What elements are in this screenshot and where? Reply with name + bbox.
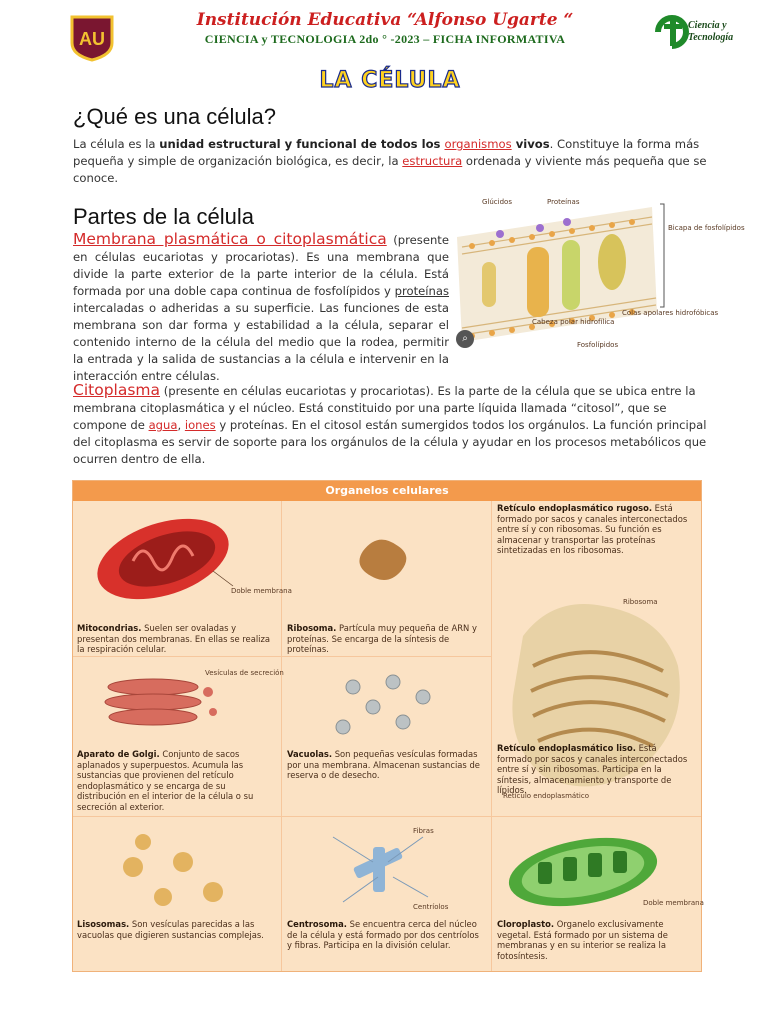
- cloro-label: Doble membrana: [643, 899, 704, 907]
- page-title: LA CÉLULA: [319, 68, 461, 93]
- item-name: Retículo endoplasmático rugoso.: [497, 503, 653, 513]
- item-text: Se encuentra cerca del núcleo de la célula y está formado por dos centríolos y fibras. Participa en la división celular.: [287, 919, 479, 950]
- organelles-panel: [72, 480, 702, 972]
- organelle-golgi: [73, 657, 284, 817]
- vacuolas-desc: [287, 749, 483, 781]
- ribosoma-desc: [287, 623, 483, 655]
- organelle-mitocondria: [73, 501, 292, 656]
- mito-label: Doble membrana: [231, 587, 292, 595]
- document-subtitle: CIENCIA y TECNOLOGIA 2do ° -2023 – FICHA INFORMATIVA: [204, 32, 566, 46]
- text-run: y proteínas. En el citosol están sumergidos todos los orgánulos. La función principal del citoplasma es servir de soporte para los orgánulos de la célula y ayudar en los procesos metabólicos que ocurren dentro de ella.: [73, 418, 707, 466]
- zoom-lens-icon[interactable]: ⌕: [456, 330, 474, 348]
- item-text: Son pequeñas vesículas formadas por una membrana. Almacenan sustancias de reserva o de desecho.: [287, 749, 480, 780]
- fibras-label: Fibras: [413, 827, 434, 835]
- proteinas-link[interactable]: proteínas: [394, 284, 449, 298]
- cloroplasto-desc: [497, 919, 693, 961]
- organelle-ribosoma: [283, 501, 488, 656]
- label-glucidos: Glúcidos: [482, 198, 512, 206]
- text-bold: unidad estructural y funcional de todos los: [159, 137, 445, 151]
- golgi-desc: [77, 749, 273, 812]
- re-rugoso-desc: [497, 503, 693, 556]
- school-logo: [70, 15, 114, 61]
- organelles-title: Organelos celulares: [73, 481, 701, 501]
- organelle-vacuolas: [283, 657, 488, 817]
- item-text: Organelo exclusivamente vegetal. Está formado por un sistema de membranas y en su interior se realiza la fotosíntesis.: [497, 919, 668, 961]
- item-text: Partícula muy pequeña de ARN y proteínas. Se encarga de la síntesis de proteínas.: [287, 623, 477, 654]
- organelle-centrosoma: [283, 817, 488, 971]
- ribosoma-tag: Ribosoma: [623, 598, 658, 606]
- item-name: Retículo endoplasmático liso.: [497, 743, 636, 753]
- reticulo-tag: Retículo endoplasmático: [503, 792, 590, 800]
- mitocondria-desc: [77, 623, 273, 655]
- text-run: ordenada y viviente más pequeña que se conoce.: [73, 154, 707, 185]
- label-proteinas: Proteínas: [547, 198, 580, 206]
- agua-link[interactable]: agua: [148, 418, 178, 432]
- label-fosfolipidos: Fosfolípidos: [577, 341, 619, 349]
- mitochondria-illustration: [73, 501, 292, 616]
- centrosome-illustration: [283, 817, 488, 917]
- lisosomas-desc: [77, 919, 273, 940]
- item-name: Lisosomas.: [77, 919, 130, 929]
- item-text: Está formado por sacos y canales interconectados entre sí y sin ribosomas. Participa en la síntesis, almacenamiento y transporte de lípidos.: [497, 743, 688, 795]
- text-run: . Constituye la forma más pequeña y simple de organización biológica, es decir, la: [73, 137, 700, 168]
- organelle-lisosomas: [73, 817, 278, 971]
- citoplasma-link[interactable]: Citoplasma: [73, 381, 161, 399]
- re-liso-desc: [497, 743, 693, 796]
- item-name: Vacuolas.: [287, 749, 333, 759]
- label-bicapa: Bicapa de fosfolípidos: [668, 224, 745, 232]
- item-name: Centrosoma.: [287, 919, 347, 929]
- text-run: (presente en células eucariotas y procariotas). Es una membrana que divide la parte exterior de la parte interior de la célula. Está formada por una doble capa continua de fosfolípidos y: [73, 233, 449, 298]
- organelle-re-liso: [493, 743, 698, 823]
- item-name: Mitocondrias.: [77, 623, 142, 633]
- membrane-link[interactable]: Membrana plasmática o citoplasmática: [73, 230, 387, 248]
- chloroplast-illustration: [493, 817, 704, 917]
- item-name: Cloroplasto.: [497, 919, 555, 929]
- section-heading-what-is-cell: ¿Qué es una célula?: [73, 104, 277, 129]
- label-cabeza: Cabeza polar hidrofílica: [532, 318, 615, 326]
- item-text: Son vesículas parecidas a las vacuolas que digieren sustancias complejas.: [77, 919, 264, 940]
- lysosomes-illustration: [73, 817, 278, 917]
- centrosoma-desc: [287, 919, 483, 951]
- cell-definition-paragraph: [73, 136, 713, 187]
- text-bold: vivos: [511, 137, 550, 151]
- science-logo-line2: Tecnología: [688, 32, 734, 43]
- centriolos-label: Centríolos: [413, 903, 449, 911]
- institution-name: Institución Educativa “Alfonso Ugarte “: [196, 10, 574, 30]
- organelle-cloroplasto: [493, 817, 704, 971]
- science-logo: [652, 12, 752, 52]
- golgi-label: Vesículas de secreción: [205, 669, 284, 677]
- citoplasma-paragraph: [73, 382, 713, 468]
- science-logo-line1: Ciencia y: [688, 20, 727, 31]
- item-text: Está formado por sacos y canales interconectados entre sí y con ribosomas. Su función es almacenar y transportar las proteínas sintetizadas en los ribosomas.: [497, 503, 688, 555]
- organismos-link[interactable]: organismos: [444, 137, 512, 151]
- item-name: Aparato de Golgi.: [77, 749, 160, 759]
- text-run: intercaladas o adheridas a su superficie. Las funciones de esta membrana son dar forma y estabilidad a la célula, separar el contenido interno de la célula del medio que la rodea, permitir la entrada y la salida de sustancias a la célula e intervenir en la interacción entre células.: [73, 301, 449, 383]
- school-logo-text: AU: [79, 29, 105, 49]
- section-heading-cell-parts: Partes de la célula: [73, 204, 254, 229]
- vacuoles-illustration: [283, 657, 488, 747]
- item-name: Ribosoma.: [287, 623, 337, 633]
- item-text: Conjunto de sacos aplanados y superpuestos. Acumula las sustancias que provienen del retículo endoplasmático y se encarga de su distribución en el interior de la célula o su secreción al exterior.: [77, 749, 254, 812]
- text-run: La célula es la: [73, 137, 160, 151]
- golgi-illustration: [73, 657, 284, 747]
- iones-link[interactable]: iones: [184, 418, 216, 432]
- text-run: (presente en células eucariotas y procariotas). Es la parte de la célula que se ubica entre la membrana citoplasmática y el núcleo. Está constituido por una parte líquida llamada “citosol”, que se compone de: [73, 384, 696, 432]
- membrane-diagram: [452, 192, 757, 357]
- text-run: ,: [177, 418, 185, 432]
- ribosome-illustration: [283, 501, 488, 616]
- item-text: Suelen ser ovaladas y presentan dos membranas. En ellas se realiza la respiración celular.: [77, 623, 271, 654]
- label-colas: Colas apolares hidrofóbicas: [622, 309, 719, 317]
- estructura-link[interactable]: estructura: [402, 154, 463, 168]
- membrane-paragraph: [73, 231, 449, 385]
